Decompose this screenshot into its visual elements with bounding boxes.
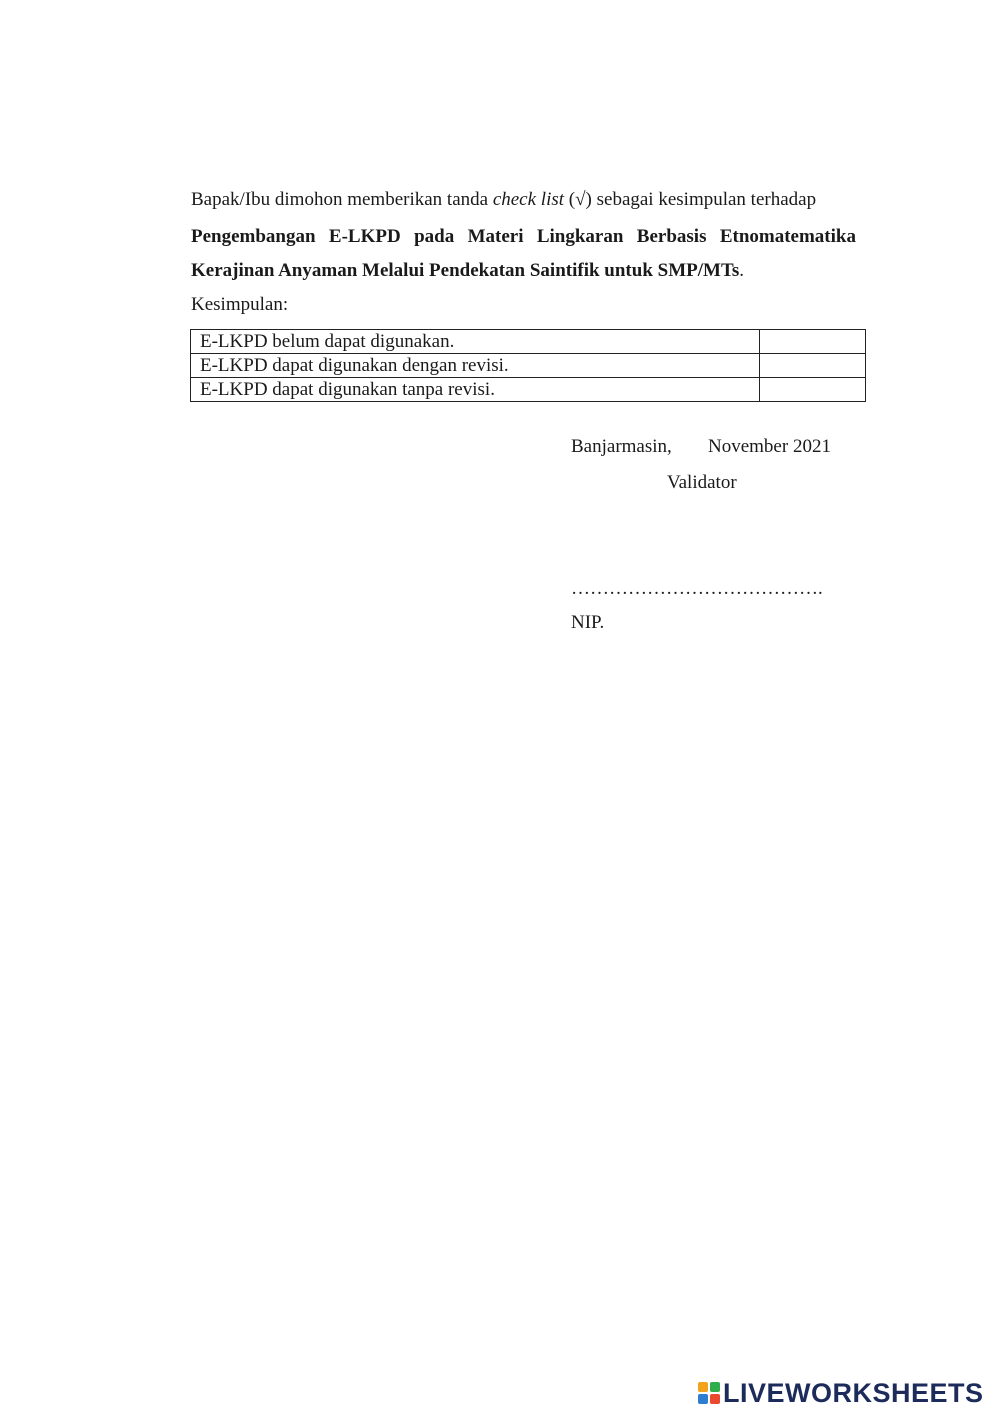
signature-nip: NIP. xyxy=(571,612,605,633)
table-row xyxy=(191,378,866,402)
document-title-line-1: Pengembangan E-LKPD pada Materi Lingkaran Berbasis Etnomatematika xyxy=(191,226,856,247)
liveworksheets-logo xyxy=(698,1378,984,1408)
instruction-suffix: (√) sebagai kesimpulan terhadap xyxy=(564,189,817,210)
check-box[interactable] xyxy=(760,330,866,354)
liveworksheets-logo-text: LIVEWORKSHEETS xyxy=(723,1377,984,1408)
option-label: E-LKPD dapat digunakan tanpa revisi. xyxy=(191,378,760,402)
table-row xyxy=(191,354,866,378)
option-label: E-LKPD dapat digunakan dengan revisi. xyxy=(191,354,760,378)
signature-role: Validator xyxy=(667,472,737,493)
option-label: E-LKPD belum dapat digunakan. xyxy=(191,330,760,354)
logo-square-1 xyxy=(698,1382,708,1392)
instruction-text xyxy=(191,189,856,211)
conclusion-table xyxy=(190,329,866,402)
signature-date: November 2021 xyxy=(708,436,831,457)
document-title-line-2 xyxy=(191,260,856,282)
logo-square-3 xyxy=(698,1394,708,1404)
title-line-2-text: Kerajinan Anyaman Melalui Pendekatan Saintifik untuk SMP/MTs xyxy=(191,260,740,281)
instruction-italic: check list xyxy=(492,189,565,210)
check-box[interactable] xyxy=(760,354,866,378)
logo-square-4 xyxy=(710,1394,720,1404)
liveworksheets-logo-icon xyxy=(698,1382,720,1404)
conclusion-label: Kesimpulan: xyxy=(191,294,289,315)
signature-blank-line: …………………………………. xyxy=(571,578,823,599)
signature-place: Banjarmasin, xyxy=(571,436,672,457)
instruction-prefix: Bapak/Ibu dimohon memberikan tanda xyxy=(191,189,493,210)
title-end-period: . xyxy=(739,260,745,281)
check-box[interactable] xyxy=(760,378,866,402)
table-row xyxy=(191,330,866,354)
logo-square-2 xyxy=(710,1382,720,1392)
